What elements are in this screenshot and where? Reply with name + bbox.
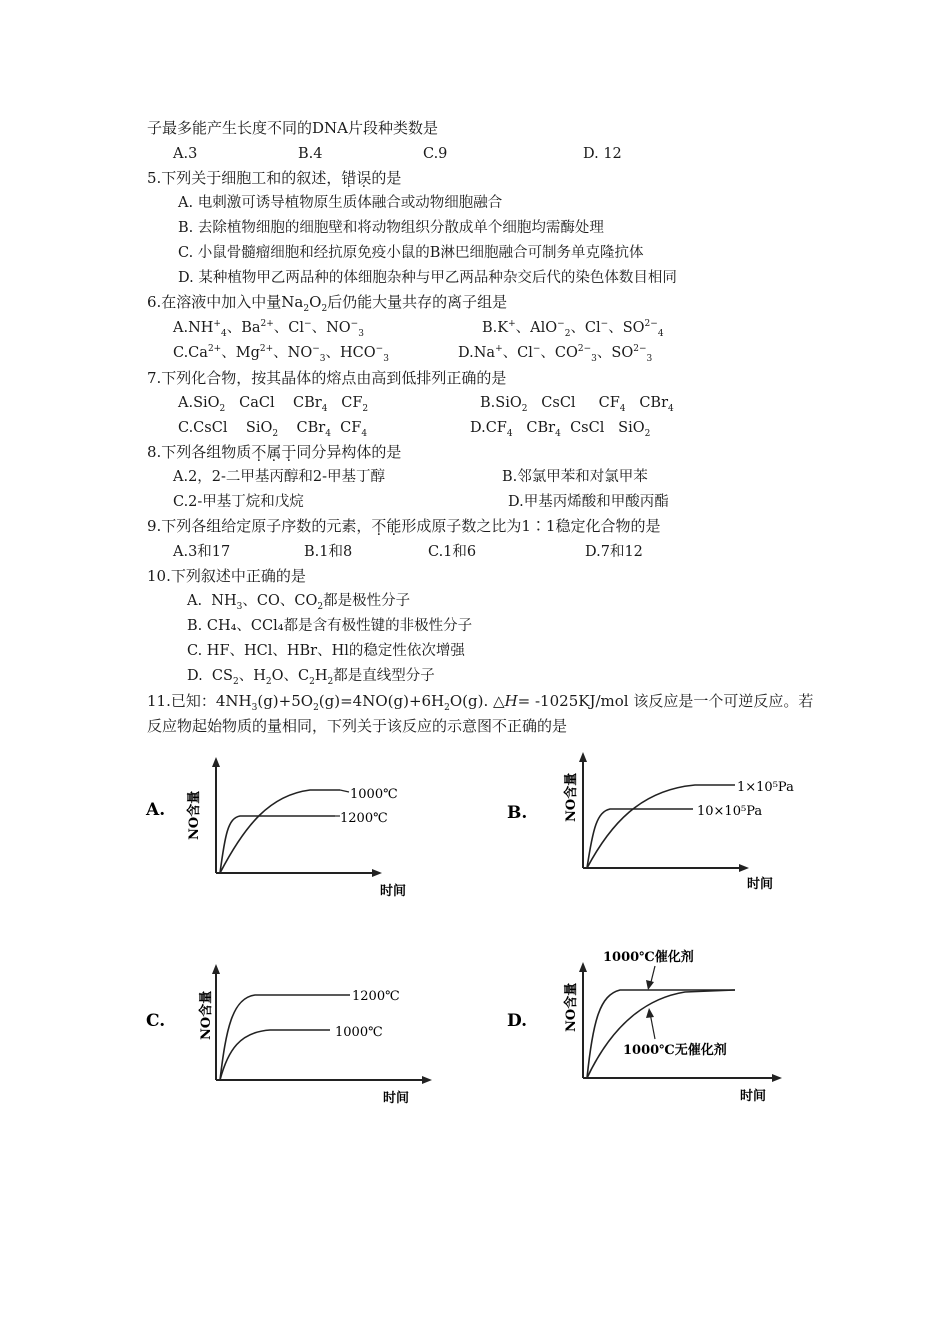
q6-option-a: $A.NH^+_4$、$Ba^{2+}$、Cl−、$NO^-_3$ [173,319,364,339]
q5-option-c: C. 小鼠骨髓瘤细胞和经抗原免疫小鼠的B淋巴细胞融合可制务单克隆抗体 [178,245,644,261]
graph-d-label-bottom: 1000℃无催化剂 [623,1043,727,1058]
q8-stem: 8.下列各组物质不属于同分异构体的是 [147,443,402,461]
graph-d-curve-catalyst [587,990,735,1078]
q10-option-c: C. HF、HCl、HBr、Hl的稳定性依次增强 [187,643,465,659]
q6-option-c: $C.Ca^{2+}$、$Mg^{2+}$、$NO^-_3$、$HCO^-_3$ [173,344,389,364]
graph-b-curve-top [587,785,735,868]
q7-option-b: B.SiO$_2$ CsCl $CF_4$ CBr$_4$ [480,395,674,414]
graph-a-label-top: 1000℃ [350,787,398,802]
q5-option-b: B. 去除植物细胞的细胞壁和将动物组织分散成单个细胞均需酶处理 [178,220,604,236]
graph-c-xlabel: 时间 [383,1091,410,1106]
graph-c-label-bottom: 1000℃ [335,1025,383,1040]
graph-d [505,940,825,1110]
q7-stem: 7.下列化合物，按其晶体的熔点由高到低排列正确的是 [147,369,507,387]
q4-option-b: B.4 [298,146,323,162]
graph-a [140,755,440,905]
q8-option-b: B.邻氯甲苯和对氯甲苯 [502,469,648,485]
graph-d-curve-no-catalyst [587,990,735,1078]
q6-option-d: D.Na+、Cl−、$CO^{2-}_3$、$SO^{2-}_3$ [458,344,653,364]
q4-option-d: D. 12 [583,146,622,162]
q4-stem: 子最多能产生长度不同的DNA片段种类数是 [147,119,438,137]
graph-b-curve-bottom [587,809,693,868]
graph-a-label-bottom: 1200℃ [340,811,388,826]
q5-option-a: A. 电刺激可诱导植物原生质体融合或动物细胞融合 [178,195,503,211]
q4-option-c: C.9 [423,146,448,162]
graph-a-curve-top [220,790,340,873]
graph-a-xlabel: 时间 [380,884,407,899]
q5-stem: 5.下列关于细胞工和的叙述，错误的是 [147,169,402,187]
q11-stem-line2: 反应物起始物质的量相同，下列关于该反应的示意图不正确的是 [147,717,568,735]
graph-d-letter: D. [507,1011,528,1031]
graph-c-ylabel: NO含量 [199,990,214,1040]
graph-c-curve-bottom [220,1030,330,1080]
q9-option-b: B.1和8 [304,544,353,560]
q10-option-a: A. $NH_3$、CO、$CO_2$都是极性分子 [187,593,411,612]
graph-a-letter: A. [146,800,166,820]
q9-option-c: C.1和6 [428,544,477,560]
graph-c [140,960,440,1110]
q6-stem: 6.在溶液中加入中量$Na_2O_2$后仍能大量共存的离子组是 [147,293,508,314]
graph-b-label-bottom: 10×10⁵Pa [697,804,763,819]
q9-option-d: D.7和12 [585,544,643,560]
graph-d-ylabel: NO含量 [564,982,579,1032]
graph-d-label-top: 1000℃催化剂 [603,950,694,965]
q8-option-c: C.2-甲基丁烷和戊烷 [173,494,304,510]
graph-b-letter: B. [507,803,528,823]
q9-option-a: A.3和17 [173,544,231,560]
graph-d-xlabel: 时间 [740,1089,767,1104]
q8-option-d: D.甲基丙烯酸和甲酸丙酯 [508,494,669,510]
q8-option-a: A.2，2-二甲基丙醇和2-甲基丁醇 [173,469,386,485]
q7-option-c: C.CsCl SiO$_2$ CBr$_4$ $CF_4$ [178,420,368,439]
graph-b-xlabel: 时间 [747,877,774,892]
graph-b-label-top: 1×10⁵Pa [737,780,794,795]
q7-option-d: $D.CF_4$ CBr$_4$ CsCl SiO$_2$ [470,420,651,439]
graph-c-letter: C. [146,1011,166,1031]
q10-stem: 10.下列叙述中正确的是 [147,567,306,585]
q10-option-b: B. CH₄、CCl₄都是含有极性键的非极性分子 [187,618,473,634]
q6-option-b: B.K+、AlO−$_2$、Cl−、$SO^{2-}_4$ [482,319,664,339]
graph-c-curve-top [220,995,350,1080]
graph-b-ylabel: NO含量 [564,772,579,822]
q11-stem-line1: 11.已知：$4NH_3(g)+5O_2(g)=4NO(g)+6H_2O(g)$. △H= -1025KJ/mol 该反应是一个可逆反应。若 [147,692,814,713]
graph-b [505,750,825,900]
q9-stem: 9.下列各组给定原子序数的元素，不能形成原子数之比为1∶1稳定化合物的是 [147,517,661,535]
graph-a-ylabel: NO含量 [187,790,202,840]
q5-option-d: D. 某种植物甲乙两品种的体细胞杂种与甲乙两品种杂交后代的染色体数目相同 [178,270,677,286]
q10-option-d: D. $CS_2$、$H_2O$、$C_2H_2$都是直线型分子 [187,668,435,687]
graph-c-label-top: 1200℃ [352,989,400,1004]
q7-option-a: A.SiO$_2$ CaCl CBr$_4$ $CF_2$ [178,395,369,414]
q4-option-a: A.3 [173,146,198,162]
